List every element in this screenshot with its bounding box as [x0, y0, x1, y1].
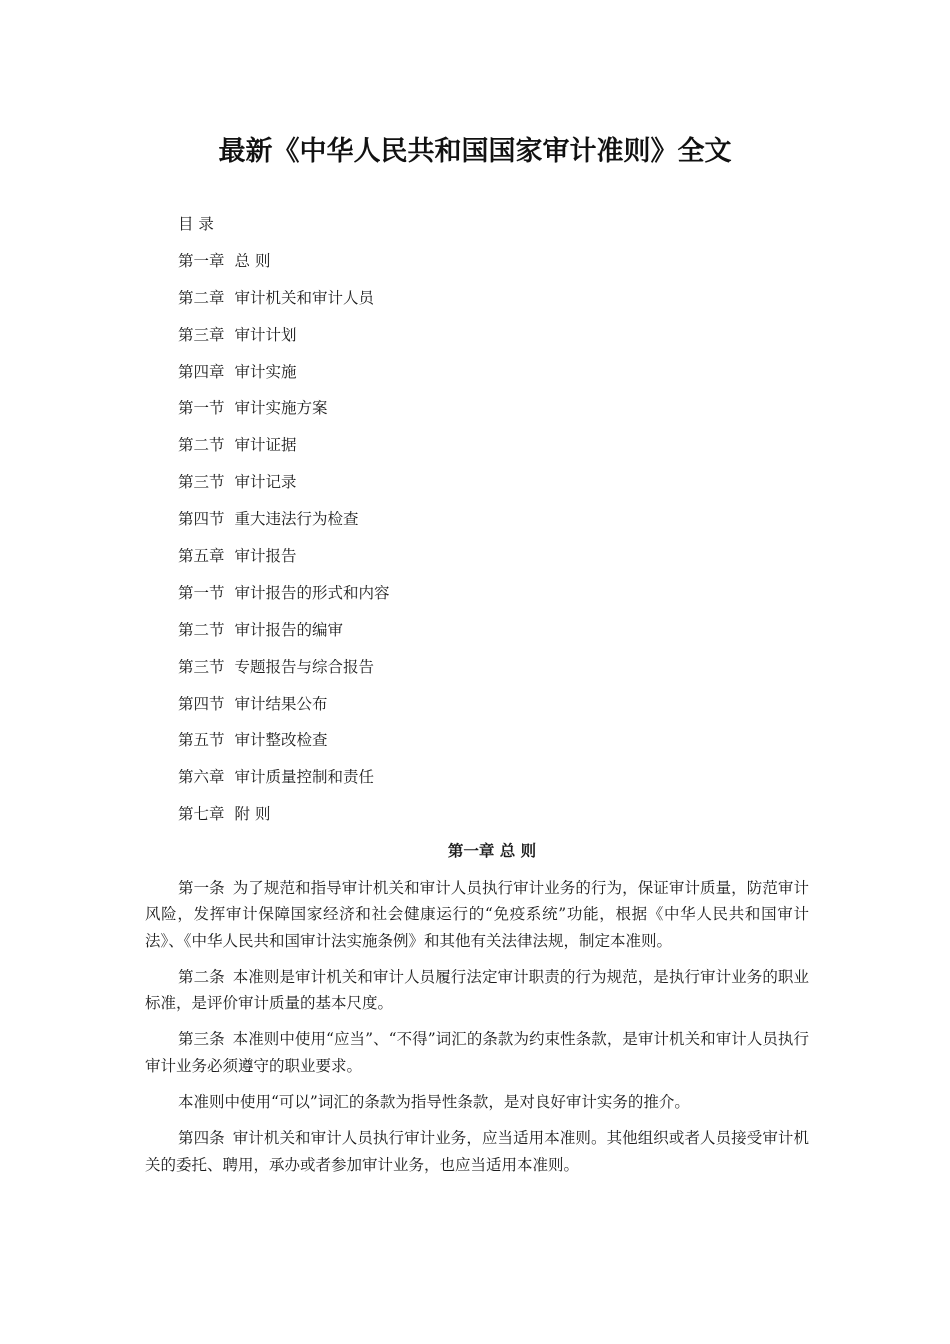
document-title: 最新《中华人民共和国国家审计准则》全文 [218, 136, 732, 167]
toc-item-label: 审计报告 [234, 547, 297, 566]
toc-item-number: 第五章 [178, 547, 225, 566]
toc-item-label: 审计证据 [234, 436, 297, 455]
toc-item-label: 审计机关和审计人员 [234, 288, 375, 307]
toc-item [178, 469, 390, 506]
toc-item-label: 总 则 [234, 251, 271, 270]
toc-item-label: 审计质量控制和责任 [234, 768, 375, 787]
toc-item-number: 第七章 [178, 805, 225, 824]
table-of-contents [178, 211, 390, 838]
toc-item-number: 第六章 [178, 768, 225, 787]
toc-item-label: 附 则 [234, 805, 271, 824]
toc-item [178, 654, 390, 691]
toc-item [178, 691, 390, 728]
toc-item-number: 第一节 [178, 399, 225, 418]
toc-item [178, 801, 390, 838]
toc-item [178, 432, 390, 469]
article-text: 审计机关和审计人员执行审计业务，应当适用本准则。其他组织或者人员接受审计机关的委托、聘用，承办或者参加审计业务，也应当适用本准则。 [145, 1129, 809, 1174]
toc-item-number: 第三节 [178, 657, 225, 676]
article-paragraph [145, 964, 809, 1017]
toc-item [178, 359, 390, 396]
toc-item-number: 第四节 [178, 510, 225, 529]
toc-item-label: 审计记录 [234, 473, 297, 492]
toc-item [178, 506, 390, 543]
article-paragraph [145, 1089, 809, 1115]
toc-item-label: 审计计划 [234, 325, 297, 344]
article-text: 为了规范和指导审计机关和审计人员执行审计业务的行为，保证审计质量，防范审计风险，发挥审计保障国家经济和社会健康运行的“免疫系统”功能，根据《中华人民共和国审计法》、《中华人民共和国审计法实施条例》和其他有关法律法规，制定本准则。 [145, 879, 809, 950]
article-paragraph [145, 1026, 809, 1079]
toc-item [178, 248, 390, 285]
toc-item-number: 第一章 [178, 251, 225, 270]
chapter-heading: 第一章 总 则 [447, 841, 537, 860]
article-paragraph [145, 1125, 809, 1178]
toc-item [178, 617, 390, 654]
article-number: 第四条 [178, 1129, 225, 1148]
toc-item [178, 764, 390, 801]
toc-item-number: 第五节 [178, 731, 225, 750]
article-text: 本准则中使用“应当”、“不得”词汇的条款为约束性条款，是审计机关和审计人员执行审计业务必须遵守的职业要求。 [145, 1030, 809, 1075]
toc-item-number: 第四节 [178, 694, 225, 713]
toc-item [178, 543, 390, 580]
toc-item-label: 审计结果公布 [234, 694, 328, 713]
toc-item-label: 审计报告的形式和内容 [234, 583, 390, 602]
article-paragraph [145, 875, 809, 954]
article-text: 本准则是审计机关和审计人员履行法定审计职责的行为规范，是执行审计业务的职业标准，是评价审计质量的基本尺度。 [145, 967, 809, 1013]
toc-item-label: 审计整改检查 [234, 731, 328, 750]
article-number: 第一条 [178, 879, 225, 897]
toc-item-number: 第二节 [178, 620, 225, 639]
article-number: 第二条 [178, 967, 225, 986]
toc-item [178, 395, 390, 432]
article-text: 本准则中使用“可以”词汇的条款为指导性条款，是对良好审计实务的推介。 [178, 1093, 690, 1112]
toc-item-label: 审计报告的编审 [234, 620, 344, 639]
toc-item [178, 322, 390, 359]
toc-heading: 目 录 [178, 215, 214, 233]
toc-item-number: 第三章 [178, 325, 225, 344]
toc-item [178, 727, 390, 764]
chapter-body [145, 875, 809, 1188]
article-number: 第三条 [178, 1030, 225, 1049]
toc-item-number: 第二章 [178, 288, 225, 307]
toc-item-number: 第四章 [178, 362, 225, 381]
toc-item-number: 第二节 [178, 436, 225, 455]
toc-item [178, 285, 390, 322]
toc-item-label: 重大违法行为检查 [234, 510, 359, 529]
toc-item-label: 审计实施方案 [234, 399, 328, 418]
toc-item-number: 第三节 [178, 473, 225, 492]
toc-item-label: 审计实施 [234, 362, 297, 381]
toc-item-number: 第一节 [178, 583, 225, 602]
toc-item-label: 专题报告与综合报告 [234, 657, 375, 676]
toc-item [178, 580, 390, 617]
